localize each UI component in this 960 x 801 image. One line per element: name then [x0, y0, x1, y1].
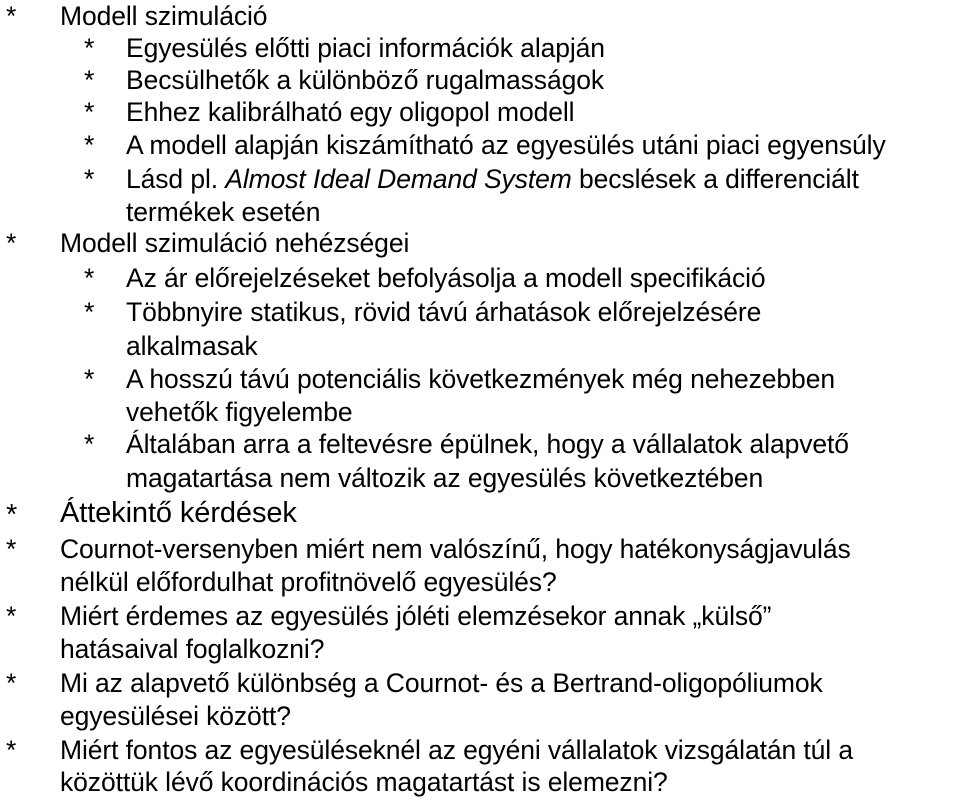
item-text: Többnyire statikus, rövid távú árhatások előrejelzésére: [126, 297, 762, 327]
section-heading: Modell szimuláció nehézségei: [60, 228, 410, 258]
item-text: A modell alapján kiszámítható az egyesülés utáni piaci egyensúly: [126, 130, 886, 160]
bullet-marker: *: [6, 1, 17, 31]
bullet-marker: *: [6, 735, 17, 765]
question-text: Cournot-versenyben miért nem valószínű, hogy hatékonyságjavulás: [60, 534, 851, 564]
item-text: magatartása nem változik az egyesülés következtében: [126, 463, 764, 493]
item-text: Általában arra a feltevésre épülnek, hogy a vállalatok alapvető: [126, 429, 849, 459]
item-text: Becsülhetők a különböző rugalmasságok: [126, 65, 605, 95]
item-text: termékek esetén: [126, 197, 321, 227]
question-text: nélkül előfordulhat profitnövelő egyesülés?: [60, 567, 557, 597]
bullet-marker: *: [6, 668, 17, 698]
bullet-marker: *: [84, 164, 95, 194]
item-text: vehetők figyelembe: [126, 397, 353, 427]
item-text: Ehhez kalibrálható egy oligopol modell: [126, 97, 575, 127]
item-text: Egyesülés előtti piaci információk alapján: [126, 33, 605, 63]
item-text: A hosszú távú potenciális következmények még nehezebben: [126, 364, 835, 394]
bullet-marker: *: [6, 534, 17, 564]
item-text-end: becslések a differenciált: [571, 164, 859, 194]
question-text: Miért érdemes az egyesülés jóléti elemzésekor annak „külső”: [60, 601, 772, 631]
question-text: közöttük lévő koordinációs magatartást is elemezni?: [60, 767, 668, 797]
item-text: [126, 163, 859, 196]
bullet-marker: *: [84, 297, 95, 327]
section-heading: Modell szimuláció: [60, 1, 268, 31]
bullet-marker: *: [6, 601, 17, 631]
item-text: Az ár előrejelzéseket befolyásolja a modell specifikáció: [126, 263, 766, 293]
bullet-marker: *: [84, 97, 95, 127]
question-text: Miért fontos az egyesüléseknél az egyéni vállalatok vizsgálatán túl a: [60, 735, 853, 765]
item-text-start: Lásd pl.: [126, 164, 226, 194]
item-text-italic: Almost Ideal Demand System: [225, 164, 572, 194]
bullet-marker: *: [6, 228, 17, 258]
question-text: hatásaival foglalkozni?: [60, 634, 325, 664]
question-text: Mi az alapvető különbség a Cournot- és a Bertrand-oligopóliumok: [60, 668, 823, 698]
item-text: alkalmasak: [126, 331, 258, 361]
bullet-marker: *: [84, 65, 95, 95]
question-text: egyesülései között?: [60, 701, 291, 731]
section-heading: Áttekintő kérdések: [60, 497, 297, 529]
bullet-marker: *: [84, 364, 95, 394]
bullet-marker: *: [84, 429, 95, 459]
bullet-marker: *: [6, 499, 18, 531]
bullet-marker: *: [84, 263, 95, 293]
bullet-marker: *: [84, 33, 95, 63]
bullet-marker: *: [84, 130, 95, 160]
